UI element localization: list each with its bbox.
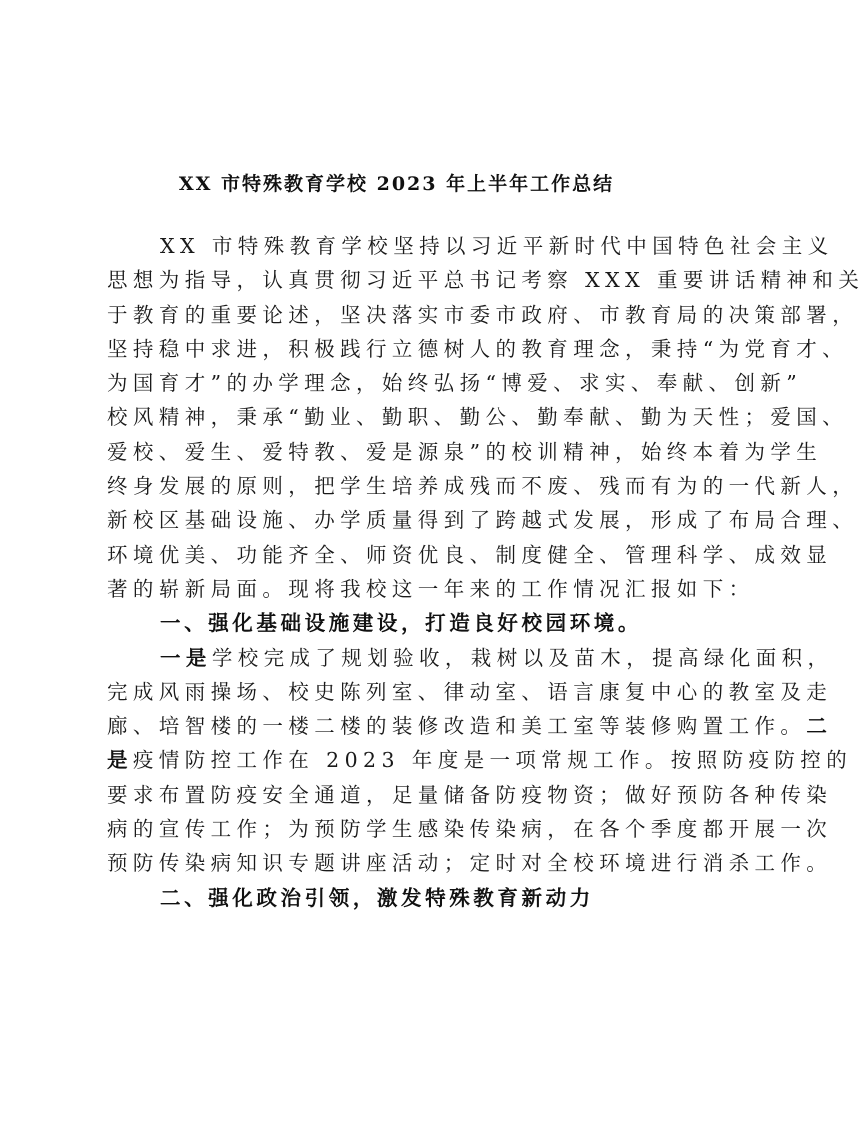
intro-line: 爱校、爱生、爱特教、爱是源泉”的校训精神，始终本着为学生 bbox=[107, 439, 823, 464]
intro-line: 终身发展的原则，把学生培养成残而不废、残而有为的一代新人， bbox=[107, 474, 859, 499]
section1-line: 病的宣传工作；为预防学生感染传染病，在各个季度都开展一次 bbox=[107, 817, 833, 842]
intro-line: 为国育才”的办学理念，始终弘扬“博爱、求实、奉献、创新” bbox=[107, 371, 803, 396]
intro-line: 思想为指导，认真贯彻习近平总书记考察 XXX 重要讲话精神和关 bbox=[107, 268, 864, 293]
section1-line bbox=[107, 743, 853, 777]
section1-line bbox=[107, 709, 833, 743]
section1-line: 要求布置防疫安全通道，足量储备防疫物资；做好预防各种传染 bbox=[107, 782, 833, 807]
section1-paragraph bbox=[107, 641, 853, 881]
document-title: XX 市特殊教育学校 2023 年上半年工作总结 bbox=[178, 173, 615, 195]
intro-line: 校风精神，秉承“勤业、勤职、勤公、勤奉献、勤为天性；爱国、 bbox=[107, 405, 849, 430]
section1-line: 预防传染病知识专题讲座活动；定时对全校环境进行消杀工作。 bbox=[107, 851, 833, 876]
section1-text: 疫情防控工作在 2023 年度是一项常规工作。按照防疫防控的 bbox=[132, 748, 853, 773]
section-heading-2: 二、强化政治引领，激发特殊教育新动力 bbox=[160, 885, 594, 910]
ordinal-first: 一是 bbox=[160, 645, 212, 670]
ordinal-second-part1: 二 bbox=[806, 714, 833, 739]
intro-line: 著的崭新局面。现将我校这一年来的工作情况汇报如下： bbox=[107, 576, 755, 601]
ordinal-second-part2: 是 bbox=[107, 748, 133, 773]
intro-line: 坚持稳中求进，积极践行立德树人的教育理念，秉持“为党育才、 bbox=[107, 336, 849, 361]
section1-text: 廊、培智楼的一楼二楼的装修改造和美工室等装修购置工作。 bbox=[107, 714, 807, 739]
section1-line bbox=[107, 641, 834, 675]
intro-paragraph bbox=[107, 229, 864, 606]
section-heading-1: 一、强化基础设施建设，打造良好校园环境。 bbox=[160, 611, 642, 636]
intro-line: XX 市特殊教育学校坚持以习近平新时代中国特色社会主义 bbox=[160, 234, 834, 258]
document-body bbox=[107, 229, 864, 915]
intro-line: 环境优美、功能齐全、师资优良、制度健全、管理科学、成效显 bbox=[107, 542, 833, 567]
intro-line: 于教育的重要论述，坚决落实市委市政府、市教育局的决策部署， bbox=[107, 302, 859, 327]
section1-text: 学校完成了规划验收，栽树以及苗木，提高绿化面积， bbox=[211, 645, 834, 670]
intro-line: 新校区基础设施、办学质量得到了跨越式发展，形成了布局合理、 bbox=[107, 508, 859, 533]
section1-line: 完成风雨操场、校史陈列室、律动室、语言康复中心的教室及走 bbox=[107, 679, 833, 704]
